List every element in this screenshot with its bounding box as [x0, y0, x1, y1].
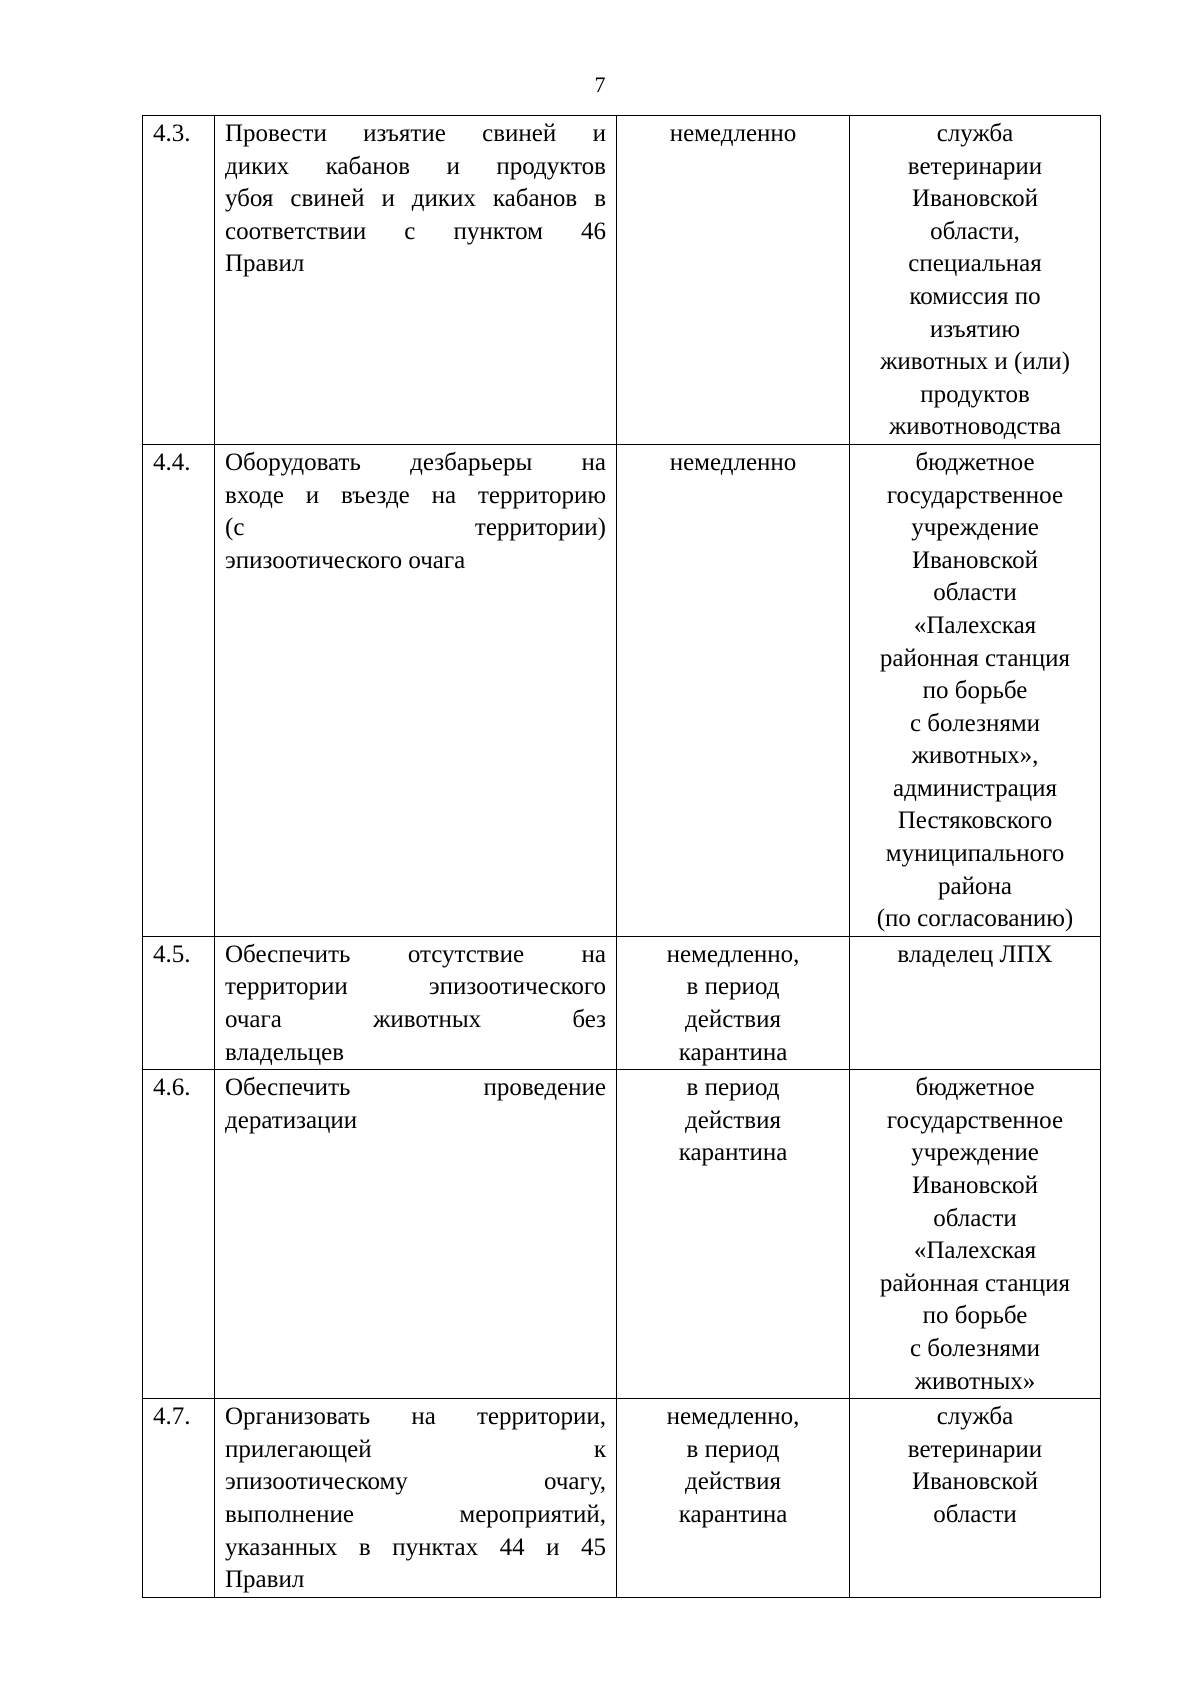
table-row	[143, 1070, 1101, 1399]
responsible-cell	[850, 1399, 1101, 1598]
responsible-cell	[850, 444, 1101, 936]
action-line: выполнение мероприятий,	[225, 1500, 606, 1528]
action-cell	[215, 1399, 617, 1598]
responsible-line: района	[938, 872, 1012, 900]
item-number-cell	[143, 1399, 215, 1598]
term-line: немедленно	[669, 448, 797, 476]
responsible-line: «Палехская	[913, 1237, 1037, 1265]
table-row	[143, 936, 1101, 1069]
responsible-cell	[850, 936, 1101, 1069]
responsible-line: комиссия по	[909, 282, 1041, 310]
item-number-cell	[143, 116, 215, 445]
page-number: 7	[594, 72, 606, 97]
responsible-line: с болезнями	[909, 1334, 1041, 1362]
responsible-line: ветеринарии	[907, 1435, 1043, 1463]
responsible-line: (по согласованию)	[876, 905, 1074, 933]
responsible-line: области	[933, 1204, 1017, 1232]
action-line: диких кабанов и продуктов	[225, 152, 606, 180]
responsible-line: учреждение	[911, 1139, 1039, 1167]
responsible-line: Ивановской	[911, 546, 1038, 574]
action-cell	[215, 444, 617, 936]
responsible-line: Пестяковского	[897, 807, 1053, 835]
action-line: территории эпизоотического	[225, 973, 606, 1001]
action-cell	[215, 1070, 617, 1399]
responsible-cell	[850, 1070, 1101, 1399]
item-number: 4.5.	[153, 940, 191, 968]
action-line: Организовать на территории,	[225, 1403, 606, 1431]
action-line: владельцев	[225, 1038, 345, 1066]
action-line: дератизации	[225, 1106, 358, 1134]
item-number-cell	[143, 936, 215, 1069]
item-number: 4.6.	[153, 1074, 191, 1102]
responsible-line: изъятию	[929, 315, 1021, 343]
responsible-line: бюджетное	[915, 1074, 1035, 1102]
responsible-line: владелец ЛПХ	[897, 940, 1053, 968]
item-number: 4.3.	[153, 120, 191, 147]
responsible-line: животноводства	[889, 413, 1061, 441]
action-line: (с территории)	[225, 514, 606, 542]
term-line: действия	[685, 1468, 781, 1496]
term-cell	[617, 444, 850, 936]
responsible-cell	[850, 116, 1101, 445]
responsible-line: животных»	[914, 1367, 1036, 1395]
responsible-line: животных и (или)	[880, 348, 1070, 376]
responsible-line: ветеринарии	[907, 152, 1043, 180]
term-line: действия	[685, 1106, 781, 1134]
action-line: соответствии с пунктом 46	[225, 217, 606, 245]
responsible-line: государственное	[886, 1106, 1064, 1134]
responsible-line: служба	[936, 120, 1014, 147]
table-row	[143, 1399, 1101, 1598]
item-number-cell	[143, 444, 215, 936]
responsible-line: администрация	[893, 774, 1057, 802]
term-cell	[617, 1070, 850, 1399]
action-line: указанных в пунктах 44 и 45	[225, 1533, 606, 1561]
term-line: в период	[686, 1435, 780, 1463]
measures-table	[142, 115, 1101, 1598]
responsible-line: с болезнями	[909, 709, 1041, 737]
responsible-line: Ивановской	[911, 185, 1038, 213]
responsible-line: Ивановской	[911, 1172, 1038, 1199]
table-row	[143, 444, 1101, 936]
responsible-line: районная станция	[879, 644, 1071, 672]
responsible-line: государственное	[886, 481, 1064, 509]
action-line: Правил	[225, 250, 305, 278]
responsible-line: районная станция	[879, 1269, 1071, 1297]
responsible-line: области,	[930, 217, 1020, 245]
action-line: очага животных без	[225, 1006, 606, 1034]
term-line: немедленно	[669, 120, 797, 147]
term-line: карантина	[678, 1500, 788, 1528]
action-cell	[215, 116, 617, 445]
responsible-line: по борьбе	[922, 1302, 1028, 1330]
action-line: Обеспечить отсутствие на	[225, 940, 606, 968]
action-line: входе и въезде на территорию	[225, 481, 606, 509]
responsible-line: по борьбе	[922, 677, 1028, 705]
responsible-line: муниципального	[885, 840, 1065, 868]
term-cell	[617, 1399, 850, 1598]
action-line: прилегающей к	[225, 1435, 606, 1463]
responsible-line: Ивановской	[911, 1468, 1038, 1496]
item-number: 4.7.	[153, 1403, 191, 1431]
responsible-line: специальная	[908, 250, 1042, 278]
action-line: Обеспечить проведение	[225, 1074, 606, 1102]
responsible-line: области	[933, 579, 1017, 607]
item-number-cell	[143, 1070, 215, 1399]
action-line: эпизоотическому очагу,	[225, 1468, 606, 1496]
action-line: убоя свиней и диких кабанов в	[225, 185, 606, 213]
term-cell	[617, 116, 850, 445]
table-row	[143, 116, 1101, 445]
term-line: немедленно,	[666, 940, 800, 968]
responsible-line: области	[933, 1500, 1017, 1528]
term-line: в период	[686, 973, 780, 1001]
action-line: Оборудовать дезбарьеры на	[225, 448, 606, 476]
term-line: карантина	[678, 1139, 788, 1167]
action-line: Правил	[225, 1566, 305, 1594]
term-line: в период	[686, 1074, 780, 1102]
responsible-line: бюджетное	[915, 448, 1035, 476]
responsible-line: «Палехская	[913, 611, 1037, 639]
responsible-line: животных»,	[911, 742, 1039, 770]
action-line: эпизоотического очага	[225, 546, 466, 574]
responsible-line: служба	[936, 1403, 1014, 1431]
action-line: Провести изъятие свиней и	[225, 120, 606, 147]
item-number: 4.4.	[153, 448, 191, 476]
term-line: действия	[685, 1006, 781, 1034]
responsible-line: учреждение	[911, 514, 1039, 542]
action-cell	[215, 936, 617, 1069]
term-cell	[617, 936, 850, 1069]
term-line: карантина	[678, 1038, 788, 1066]
term-line: немедленно,	[666, 1403, 800, 1431]
responsible-line: продуктов	[920, 380, 1030, 408]
